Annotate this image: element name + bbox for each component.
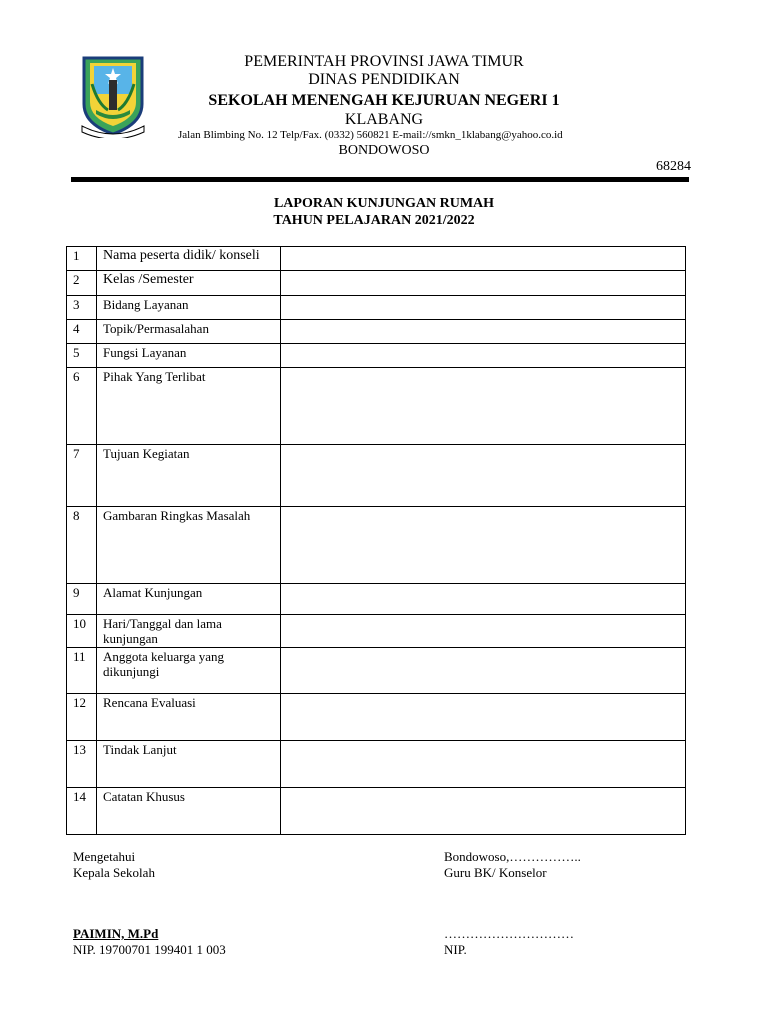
signature-right-block (444, 849, 581, 881)
principal-nip: NIP. 19700701 199401 1 003 (73, 942, 226, 957)
row-label: Anggota keluarga yang dikunjungi (97, 648, 281, 694)
row-label: Rencana Evaluasi (97, 694, 281, 741)
row-label: Nama peserta didik/ konseli (97, 247, 281, 271)
row-value-field[interactable] (281, 648, 686, 694)
header-line-department: DINAS PENDIDIKAN (308, 71, 460, 88)
row-value-field[interactable] (281, 788, 686, 835)
table-row (67, 271, 686, 296)
header-line-government: PEMERINTAH PROVINSI JAWA TIMUR (244, 53, 524, 70)
row-value-field[interactable] (281, 694, 686, 741)
row-value-field[interactable] (281, 584, 686, 615)
row-value-field[interactable] (281, 344, 686, 368)
row-label: Tindak Lanjut (97, 741, 281, 788)
row-number: 12 (67, 694, 97, 741)
row-number: 14 (67, 788, 97, 835)
document-subtitle: TAHUN PELAJARAN 2021/2022 (273, 213, 475, 228)
row-number: 8 (67, 507, 97, 584)
header-postal-code: 68284 (656, 159, 691, 174)
row-number: 10 (67, 615, 97, 648)
header-divider (71, 177, 689, 182)
counselor-name-placeholder: ………………………… (444, 926, 574, 941)
table-row (67, 445, 686, 507)
table-row (67, 320, 686, 344)
table-row (67, 296, 686, 320)
row-number: 7 (67, 445, 97, 507)
table-row (67, 741, 686, 788)
visit-report-table (66, 246, 686, 835)
row-label: Topik/Permasalahan (97, 320, 281, 344)
row-value-field[interactable] (281, 615, 686, 648)
row-number: 6 (67, 368, 97, 445)
row-number: 3 (67, 296, 97, 320)
table-row (67, 368, 686, 445)
header-city: BONDOWOSO (338, 143, 430, 158)
table-row (67, 694, 686, 741)
table-row (67, 615, 686, 648)
row-label: Bidang Layanan (97, 296, 281, 320)
row-value-field[interactable] (281, 271, 686, 296)
row-number: 4 (67, 320, 97, 344)
table-row (67, 648, 686, 694)
row-value-field[interactable] (281, 741, 686, 788)
row-label: Kelas /Semester (97, 271, 281, 296)
counselor-nip: NIP. (444, 942, 467, 957)
signature-right-name-block (444, 926, 574, 958)
document-title: LAPORAN KUNJUNGAN RUMAH (273, 196, 495, 211)
signature-right-line1: Bondowoso,…………….. (444, 849, 581, 864)
signature-left-line2: Kepala Sekolah (73, 865, 155, 880)
principal-name: PAIMIN, M.Pd (73, 926, 159, 941)
table-row (67, 788, 686, 835)
table-row (67, 247, 686, 271)
row-number: 11 (67, 648, 97, 694)
row-number: 1 (67, 247, 97, 271)
row-label: Alamat Kunjungan (97, 584, 281, 615)
row-value-field[interactable] (281, 368, 686, 445)
signature-left-line1: Mengetahui (73, 849, 136, 864)
row-label: Pihak Yang Terlibat (97, 368, 281, 445)
row-number: 13 (67, 741, 97, 788)
row-label: Gambaran Ringkas Masalah (97, 507, 281, 584)
signature-left-block (73, 849, 155, 881)
row-label: Tujuan Kegiatan (97, 445, 281, 507)
row-value-field[interactable] (281, 445, 686, 507)
row-value-field[interactable] (281, 320, 686, 344)
header-school-name: SEKOLAH MENENGAH KEJURUAN NEGERI 1 (208, 92, 560, 109)
row-number: 9 (67, 584, 97, 615)
row-value-field[interactable] (281, 507, 686, 584)
row-label: Hari/Tanggal dan lama kunjungan (97, 615, 281, 648)
row-label: Catatan Khusus (97, 788, 281, 835)
signature-left-name-block (73, 926, 226, 958)
row-value-field[interactable] (281, 247, 686, 271)
header-address: Jalan Blimbing No. 12 Telp/Fax. (0332) 560821 E-mail://smkn_1klabang@yahoo.co.id (178, 129, 563, 141)
row-number: 5 (67, 344, 97, 368)
row-value-field[interactable] (281, 296, 686, 320)
table-row (67, 344, 686, 368)
table-row (67, 507, 686, 584)
header-location: KLABANG (344, 111, 424, 128)
east-java-crest-icon (78, 54, 148, 138)
table-row (67, 584, 686, 615)
row-number: 2 (67, 271, 97, 296)
row-label: Fungsi Layanan (97, 344, 281, 368)
signature-right-line2: Guru BK/ Konselor (444, 865, 547, 880)
